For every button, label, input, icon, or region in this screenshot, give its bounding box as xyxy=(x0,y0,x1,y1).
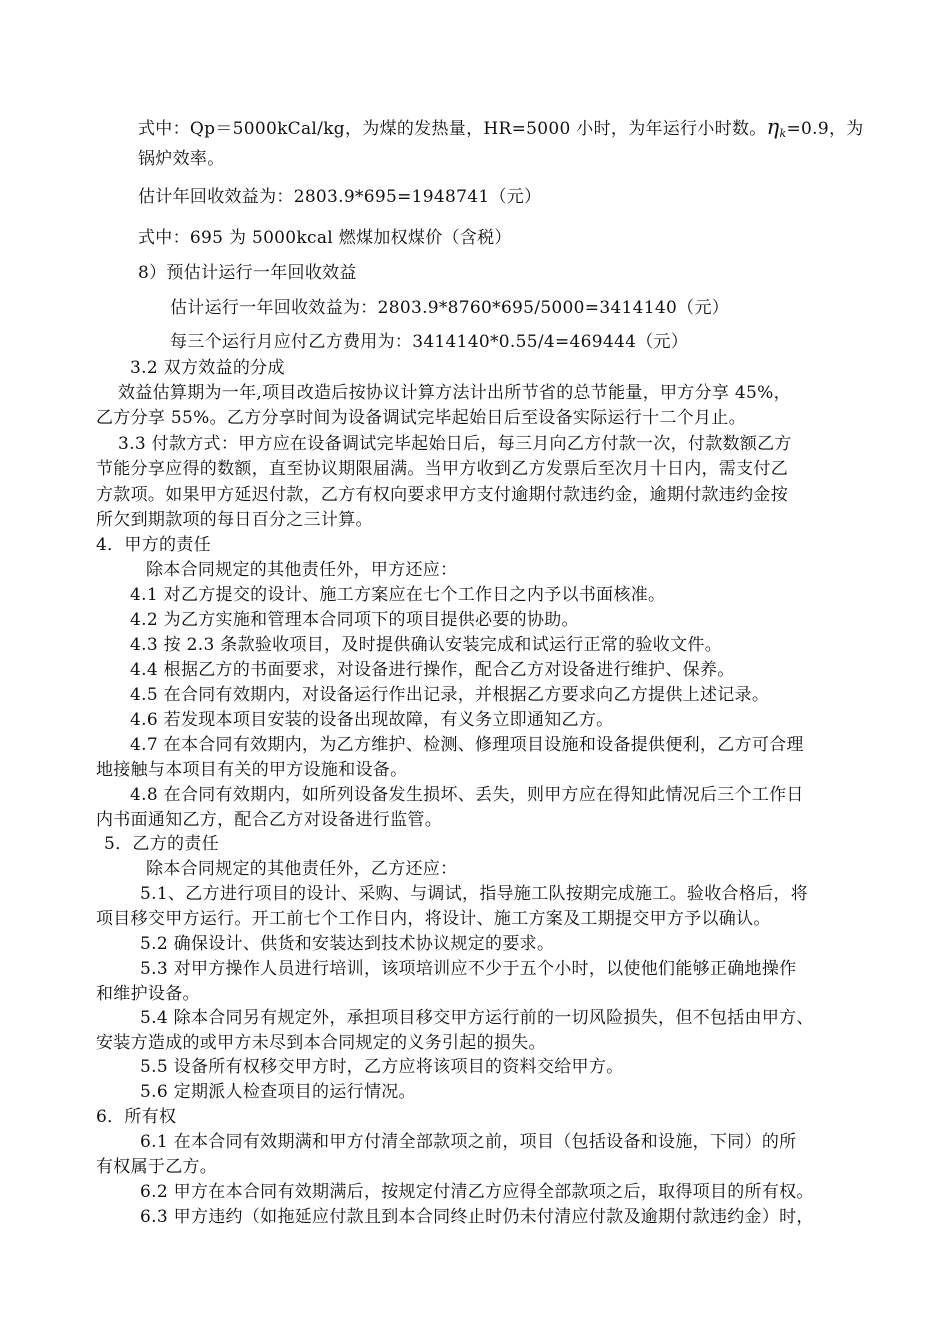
eta-subscript: k xyxy=(779,127,787,140)
text-line: 有权属于乙方。 xyxy=(96,1157,218,1177)
text-line: 效益估算期为一年,项目改造后按协议计算方法计出所节省的总节能量，甲方分享 45%， xyxy=(118,383,791,403)
text-line: 所欠到期款项的每日百分之三计算。 xyxy=(96,510,373,530)
text-line: 5.3 对甲方操作人员进行培训，该项培训应不少于五个小时，以使他们能够正确地操作 xyxy=(140,959,797,979)
text-line: 除本合同规定的其他责任外，甲方还应： xyxy=(146,560,458,580)
text-line: 安装方造成的或甲方未尽到本合同规定的义务引起的损失。 xyxy=(96,1033,546,1053)
text-line: 5.6 定期派人检查项目的运行情况。 xyxy=(140,1082,416,1102)
text-line: 8）预估计运行一年回收效益 xyxy=(138,263,357,283)
text-line: 4.8 在合同有效期内，如所列设备发生损坏、丢失，则甲方应在得知此情况后三个工作日 xyxy=(130,785,804,805)
formula-line xyxy=(138,115,864,143)
eta-symbol: η xyxy=(766,115,780,139)
text-line: 估计运行一年回收效益为：2803.9*8760*695/5000=3414140（元） xyxy=(170,298,730,318)
text-line: 6.2 甲方在本合同有效期满后，按规定付清乙方应得全部款项之后，取得项目的所有权。 xyxy=(140,1182,814,1202)
section-heading: 5．乙方的责任 xyxy=(104,834,219,854)
text-line: 式中：695 为 5000kcal 燃煤加权煤价（含税） xyxy=(138,228,512,248)
section-heading: 4．甲方的责任 xyxy=(96,535,211,555)
text-line: 估计年回收效益为：2803.9*695=1948741（元） xyxy=(138,187,542,207)
text-line: 内书面通知乙方，配合乙方对设备进行监管。 xyxy=(96,810,442,830)
text-line: 方款项。如果甲方延迟付款，乙方有权向要求甲方支付逾期付款违约金，逾期付款违约金按 xyxy=(96,485,788,505)
section-heading: 6．所有权 xyxy=(96,1107,177,1127)
text-line: 地接触与本项目有关的甲方设施和设备。 xyxy=(96,760,408,780)
text-line: 4.1 对乙方提交的设计、施工方案应在七个工作日之内予以书面核准。 xyxy=(130,585,666,605)
text-line: 4.2 为乙方实施和管理本合同项下的项目提供必要的协助。 xyxy=(130,610,579,630)
text-line: 5.1、乙方进行项目的设计、采购、与调试，指导施工队按期完成施工。验收合格后，将 xyxy=(140,884,809,904)
text-line: 4.5 在合同有效期内，对设备运行作出记录，并根据乙方要求向乙方提供上述记录。 xyxy=(130,685,770,705)
text-line: 3.3 付款方式：甲方应在设备调试完毕起始日后，每三月向乙方付款一次，付款数额乙方 xyxy=(118,434,792,454)
text-line: 项目移交甲方运行。开工前七个工作日内，将设计、施工方案及工期提交甲方予以确认。 xyxy=(96,909,771,929)
text-line: 锅炉效率。 xyxy=(138,149,225,169)
text-line: 4.6 若发现本项目安装的设备出现故障，有义务立即通知乙方。 xyxy=(130,710,614,730)
formula-text-start: 式中：Qp＝5000kCal/kg，为煤的发热量，HR=5000 小时，为年运行小时数。 xyxy=(138,119,767,139)
text-line: 5.4 除本合同另有规定外，承担项目移交甲方运行前的一切风险损失，但不包括由甲方、 xyxy=(140,1008,814,1028)
text-line: 4.4 根据乙方的书面要求，对设备进行操作，配合乙方对设备进行维护、保养。 xyxy=(130,660,735,680)
text-line: 6.3 甲方违约（如拖延应付款且到本合同终止时仍未付清应付款及逾期付款违约金）时， xyxy=(140,1207,814,1227)
text-line: 节能分享应得的数额，直至协议期限届满。当甲方收到乙方发票后至次月十日内，需支付乙 xyxy=(96,459,788,479)
text-line: 5.5 设备所有权移交甲方时，乙方应将该项目的资料交给甲方。 xyxy=(140,1057,624,1077)
text-line: 除本合同规定的其他责任外，乙方还应： xyxy=(146,859,458,879)
text-line: 5.2 确保设计、供货和安装达到技术协议规定的要求。 xyxy=(140,934,555,954)
text-line: 4.7 在本合同有效期内，为乙方维护、检测、修理项目设施和设备提供便利，乙方可合理 xyxy=(130,735,804,755)
text-line: 和维护设备。 xyxy=(96,984,200,1004)
text-line: 4.3 按 2.3 条款验收项目，及时提供确认安装完成和试运行正常的验收文件。 xyxy=(130,635,722,655)
section-heading: 3.2 双方效益的分成 xyxy=(130,358,285,378)
text-line: 乙方分享 55%。乙方分享时间为设备调试完毕起始日后至设备实际运行十二个月止。 xyxy=(96,408,746,428)
text-line: 每三个运行月应付乙方费用为：3414140*0.55/4=469444（元） xyxy=(170,332,689,352)
text-line: 6.1 在本合同有效期满和甲方付清全部款项之前，项目（包括设备和设施，下同）的所 xyxy=(140,1132,797,1152)
formula-text-end: =0.9，为 xyxy=(786,119,864,139)
